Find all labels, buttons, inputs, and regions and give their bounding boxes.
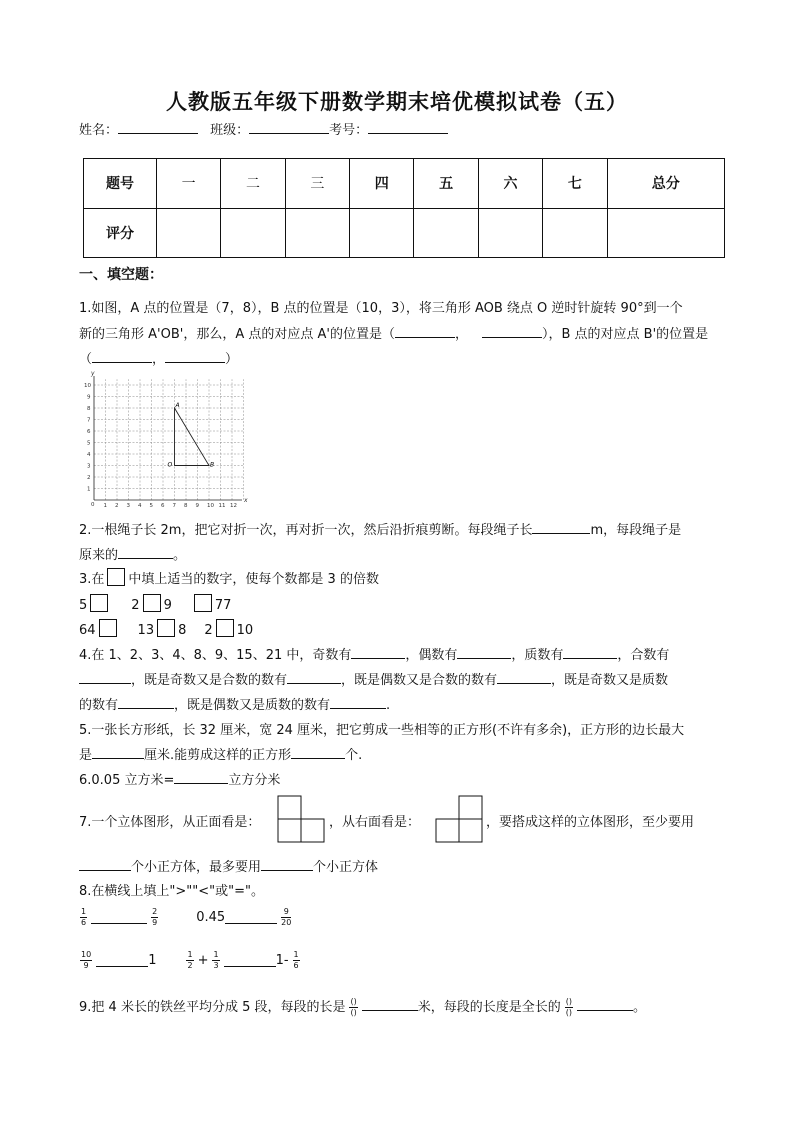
x-tick-label: 9	[195, 503, 199, 509]
y-tick-label: 8	[87, 406, 91, 412]
q1-line1: 1.如图，A 点的位置是（7，8），B 点的位置是（10，3），将三角形 AOB 绕点 O 逆时针旋转 90°到一个	[79, 301, 683, 316]
coordinate-graph	[82, 370, 254, 510]
q4-text: ，既是奇数又是合数的数有	[131, 673, 288, 688]
answer-blank[interactable]	[79, 671, 131, 684]
q5-text: 厘米.能剪成这样的正方形	[144, 748, 292, 763]
answer-blank[interactable]	[92, 746, 144, 759]
name-label: 姓名：	[79, 123, 119, 138]
section-heading: 一、填空题：	[79, 267, 163, 283]
header-cell: 二	[221, 159, 285, 209]
fraction: $\frac{2}{9}$	[152, 907, 158, 927]
plus-sign: +	[197, 953, 209, 968]
y-tick-label: 4	[87, 452, 91, 458]
y-tick-label: 1	[87, 486, 91, 493]
triangle-aob	[175, 408, 210, 466]
q2-text: m，每段绳子是	[590, 523, 682, 538]
y-tick-label: 3	[87, 463, 91, 470]
q3-digit: 5	[79, 598, 88, 613]
score-table	[83, 158, 725, 258]
student-info	[79, 119, 448, 138]
point-a-label: A	[175, 402, 180, 409]
score-cell[interactable]	[221, 208, 285, 258]
q3-text: 中填上适当的数字，使每个数都是 3 的倍数	[128, 572, 379, 587]
answer-blank[interactable]	[577, 998, 633, 1011]
q1-line3	[79, 348, 238, 367]
x-tick-label: 10	[207, 503, 214, 509]
q8-row1	[76, 907, 295, 928]
q1-text: ，	[152, 352, 166, 367]
y-tick-label: 7	[87, 417, 91, 424]
q3-row2	[79, 619, 253, 638]
q4-text: ，偶数有	[405, 648, 458, 663]
q4-text: 的数有	[79, 698, 119, 713]
fraction-placeholder: $\frac{()}{()}$	[565, 997, 572, 1017]
q7-line2	[79, 856, 378, 875]
header-cell: 四	[350, 159, 414, 209]
answer-blank[interactable]	[91, 911, 147, 924]
fraction: $\frac{10}{9}$	[81, 950, 92, 970]
origin-label: 0	[91, 502, 95, 508]
q2-line2	[79, 544, 186, 563]
q7-text: 个小正方体	[313, 860, 379, 875]
score-cell[interactable]	[543, 208, 607, 258]
fraction: $\frac{9}{20}$	[281, 907, 292, 927]
header-cell: 一	[157, 159, 221, 209]
fill-box[interactable]	[107, 568, 125, 586]
y-tick-label: 10	[84, 383, 91, 389]
fraction: $\frac{1}{6}$	[81, 907, 87, 927]
q7-line1-text-b: ，从右面看是：	[329, 815, 421, 830]
y-tick-labels	[84, 383, 91, 493]
fraction: $\frac{1}{2}$	[187, 950, 193, 970]
q9-text: 。	[633, 1000, 647, 1015]
x-tick-label: 8	[184, 503, 188, 509]
q5-line1: 5.一张长方形纸，长 32 厘米，宽 24 厘米，把它剪成一些相等的正方形(不许有多余)，正方形的边长最大	[79, 723, 685, 738]
name-blank[interactable]	[118, 121, 198, 134]
answer-blank[interactable]	[261, 858, 313, 871]
x-tick-label: 7	[172, 503, 176, 509]
q3-digit: 9	[163, 598, 172, 613]
q6-line	[79, 769, 280, 788]
x-tick-label: 3	[126, 503, 130, 509]
score-cell[interactable]	[478, 208, 542, 258]
answer-blank[interactable]	[224, 954, 276, 967]
q2-text: 。	[173, 548, 187, 563]
answer-blank[interactable]	[174, 771, 228, 784]
q5-line2	[79, 744, 362, 763]
fraction: $\frac{1}{6}$	[293, 950, 299, 970]
fill-box[interactable]	[99, 619, 117, 637]
answer-blank[interactable]	[362, 998, 418, 1011]
q3-row1	[79, 594, 231, 613]
q8-intro: 8.在横线上填上">""<"或"="。	[79, 884, 264, 899]
fill-box[interactable]	[216, 619, 234, 637]
q4-line3	[79, 694, 390, 713]
x-tick-labels	[104, 503, 238, 509]
fill-box[interactable]	[157, 619, 175, 637]
answer-blank[interactable]	[79, 858, 131, 871]
q7-line1-text-c: ，要搭成这样的立体图形，至少要用	[486, 815, 695, 830]
q7-text: 个小正方体，最多要用	[131, 860, 262, 875]
q3-digit: 77	[214, 598, 232, 613]
score-cell[interactable]	[607, 208, 724, 258]
grid	[94, 379, 244, 500]
q5-text: 个.	[345, 748, 363, 763]
answer-blank[interactable]	[482, 325, 542, 338]
q4-text: .	[386, 698, 391, 713]
answer-blank[interactable]	[118, 546, 173, 559]
answer-blank[interactable]	[457, 646, 511, 659]
x-tick-label: 1	[103, 503, 107, 509]
x-tick-label: 5	[149, 503, 153, 509]
y-tick-label: 2	[87, 475, 91, 481]
q2-text: 2.一根绳子长 2m，把它对折一次，再对折一次，然后沿折痕剪断。每段绳子长	[79, 523, 533, 538]
score-cell[interactable]	[350, 208, 414, 258]
answer-blank[interactable]	[287, 671, 341, 684]
q4-text: 4.在 1、2、3、4、8、9、15、21 中，奇数有	[79, 648, 352, 663]
class-blank[interactable]	[249, 121, 329, 134]
page-title: 人教版五年级下册数学期末培优模拟试卷（五）	[166, 90, 628, 114]
q1-text: ），B 点的对应点 B'的位置是	[541, 327, 709, 342]
answer-blank[interactable]	[96, 954, 148, 967]
header-cell: 题号	[84, 159, 157, 209]
y-tick-label: 9	[87, 394, 91, 401]
score-table-score-row	[84, 208, 725, 258]
q8-row2	[76, 950, 304, 971]
q4-text: ，既是奇数又是质数	[551, 673, 669, 688]
q3-digit: 10	[236, 623, 254, 638]
header-cell: 六	[478, 159, 542, 209]
q4-line1	[79, 644, 669, 663]
q1-text: （	[79, 352, 93, 367]
point-o-label: O	[167, 461, 173, 469]
q1-text: ，	[454, 327, 468, 342]
answer-blank[interactable]	[291, 746, 345, 759]
q9-text: 米，每段的长度是全长的	[417, 1000, 561, 1015]
header-cell: 五	[414, 159, 478, 209]
q4-line2	[79, 669, 668, 688]
q3-digit: 8	[178, 623, 187, 638]
q3-digit: 64	[79, 623, 96, 638]
answer-blank[interactable]	[118, 696, 174, 709]
score-cell[interactable]	[414, 208, 478, 258]
q2-line1	[79, 519, 681, 538]
row-label: 评分	[84, 208, 157, 258]
answer-blank[interactable]	[532, 521, 590, 534]
x-tick-label: 4	[138, 503, 142, 509]
answer-blank[interactable]	[330, 696, 386, 709]
q3-digit: 2	[204, 623, 213, 638]
score-cell[interactable]	[285, 208, 349, 258]
answer-blank[interactable]	[165, 350, 225, 363]
x-axis-label: x	[244, 497, 248, 504]
header-cell: 七	[543, 159, 607, 209]
fill-box[interactable]	[143, 594, 161, 612]
q1-text: 新的三角形 A'OB'，那么，A 点的对应点 A'的位置是（	[79, 327, 395, 342]
q5-text: 是	[79, 748, 93, 763]
one-minus: 1-	[275, 953, 289, 968]
answer-blank[interactable]	[351, 646, 405, 659]
q6-text: 立方分米	[228, 773, 281, 788]
y-axis-label: y	[91, 370, 95, 377]
fraction-placeholder: $\frac{()}{()}$	[350, 997, 357, 1017]
q4-text: ，质数有	[511, 648, 564, 663]
point-b-label: B	[210, 461, 215, 469]
fraction: $\frac{1}{3}$	[213, 950, 219, 970]
class-label: 班级：	[210, 123, 250, 138]
right-view-icon	[435, 795, 485, 843]
y-tick-label: 5	[87, 440, 91, 447]
decimal-value: 0.45	[196, 910, 226, 925]
q3-digit: 2	[131, 598, 140, 613]
exam-number-blank[interactable]	[368, 121, 448, 134]
q3-digit: 13	[137, 623, 155, 638]
q4-text: ，既是偶数又是合数的数有	[341, 673, 498, 688]
q1-line2	[79, 323, 708, 342]
answer-blank[interactable]	[225, 911, 277, 924]
fill-box[interactable]	[90, 594, 108, 612]
x-tick-label: 11	[218, 503, 226, 509]
x-tick-label: 2	[115, 503, 119, 509]
answer-blank[interactable]	[497, 671, 551, 684]
front-view-icon	[277, 795, 327, 843]
x-tick-label: 12	[230, 503, 237, 509]
q3-text: 3.在	[79, 572, 105, 587]
fill-box[interactable]	[194, 594, 212, 612]
q4-text: ，合数有	[617, 648, 670, 663]
q3-line1	[79, 568, 379, 587]
answer-blank[interactable]	[563, 646, 617, 659]
q9-text: 9.把 4 米长的铁丝平均分成 5 段，每段的长是	[79, 1000, 346, 1015]
q1-text: ）	[225, 352, 239, 367]
answer-blank[interactable]	[395, 325, 455, 338]
header-cell: 总分	[607, 159, 724, 209]
score-table-header-row	[84, 159, 725, 209]
q7-line1-text-a: 7.一个立体图形，从正面看是：	[79, 815, 261, 830]
x-tick-label: 6	[161, 503, 165, 509]
answer-blank[interactable]	[92, 350, 152, 363]
score-cell[interactable]	[157, 208, 221, 258]
number-one: 1	[148, 953, 157, 968]
q6-text: 6.0.05 立方米=	[79, 773, 175, 788]
header-cell: 三	[285, 159, 349, 209]
exam-label: 考号：	[329, 123, 369, 138]
q2-text: 原来的	[79, 548, 119, 563]
y-tick-label: 6	[87, 429, 91, 435]
q9-line	[79, 996, 646, 1018]
q4-text: ，既是偶数又是质数的数有	[174, 698, 331, 713]
